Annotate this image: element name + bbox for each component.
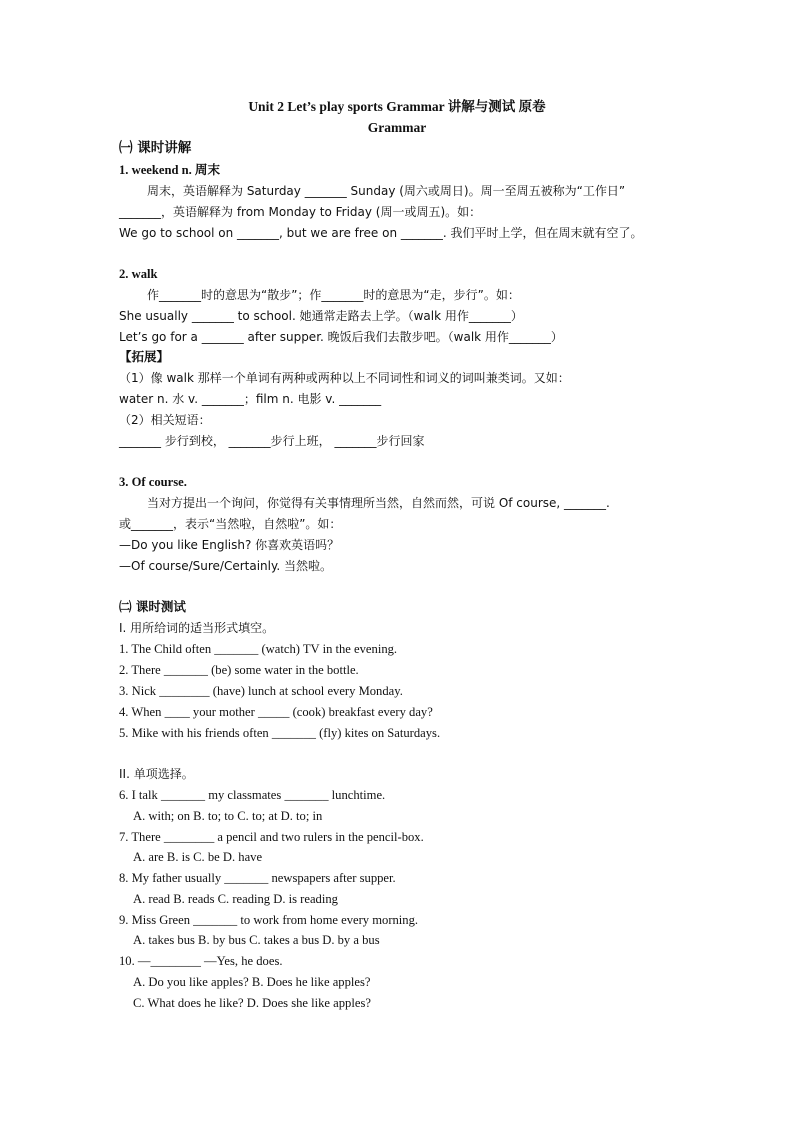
part2-title: II. 单项选择。 [119, 767, 194, 781]
question-9: 9. Miss Green _______ to work from home every morning. [119, 913, 419, 927]
question-6: 6. I talk _______ my classmates _______ lunchtime. [119, 788, 386, 802]
item2-heading: 2. walk [119, 267, 158, 281]
item3-line2: 或_______，表示“当然啦，自然啦”。如： [119, 517, 342, 531]
item3-line4: —Of course/Sure/Certainly. 当然啦。 [119, 559, 333, 573]
extension-line1: （1）像 walk 那样一个单词有两种或两种以上不同词性和词义的词叫兼类词。又如： [119, 371, 570, 385]
item1-line2: _______，英语解释为 from Monday to Friday (周一或周五)。如： [119, 205, 482, 219]
item3-line1: 当对方提出一个询问，你觉得有关事情理所当然，自然而然，可说 Of course, _______. [147, 496, 610, 510]
extension-line2: water n. 水 v. _______；film n. 电影 v. _______ [119, 392, 382, 406]
question-7: 7. There ________ a pencil and two rulers in the pencil-box. [119, 830, 424, 844]
question-3: 3. Nick ________ (have) lunch at school every Monday. [119, 684, 403, 698]
question-10-options-c-d: C. What does he like? D. Does she like apples? [133, 996, 371, 1010]
item2-line2: She usually _______ to school. 她通常走路去上学。（walk 用作_______） [119, 309, 523, 323]
question-1: 1. The Child often _______ (watch) TV in the evening. [119, 642, 398, 656]
section-heading-lesson: ㈠ 课时讲解 [119, 140, 192, 156]
item1-line1: 周末，英语解释为 Saturday _______ Sunday (周六或周日)。周一至周五被称为“工作日” [147, 184, 626, 198]
question-8: 8. My father usually _______ newspapers after supper. [119, 871, 396, 885]
question-9-options: A. takes bus B. by bus C. takes a bus D. by a bus [133, 933, 380, 947]
question-2: 2. There _______ (be) some water in the bottle. [119, 663, 359, 677]
item3-heading: 3. Of course. [119, 475, 187, 489]
question-10-options-a-b: A. Do you like apples? B. Does he like apples? [133, 975, 371, 989]
extension-line4: _______ 步行到校， _______步行上班， _______步行回家 [119, 434, 425, 448]
item1-line3: We go to school on _______, but we are free on _______. 我们平时上学，但在周末就有空了。 [119, 226, 643, 240]
question-4: 4. When ____ your mother _____ (cook) breakfast every day? [119, 705, 433, 719]
extension-line3: （2）相关短语： [119, 413, 211, 427]
item3-line3: —Do you like English? 你喜欢英语吗？ [119, 538, 340, 552]
extension-heading: 【拓展】 [119, 349, 170, 364]
question-5: 5. Mike with his friends often _______ (fly) kites on Saturdays. [119, 726, 441, 740]
section-heading-test: ㈡ 课时测试 [119, 599, 186, 614]
question-7-options: A. are B. is C. be D. have [133, 850, 263, 864]
question-6-options: A. with; on B. to; to C. to; at D. to; in [133, 809, 323, 823]
page-subtitle: Grammar [367, 120, 427, 135]
item2-line1: 作_______时的意思为“散步”；作_______时的意思为“走，步行”。如： [147, 288, 520, 302]
item1-heading: 1. weekend n. 周末 [119, 163, 221, 177]
part1-title: I. 用所给词的适当形式填空。 [119, 621, 275, 635]
question-10: 10. —________ —Yes, he does. [119, 954, 283, 968]
page-title: Unit 2 Let’s play sports Grammar 讲解与测试 原卷 [248, 99, 546, 114]
question-8-options: A. read B. reads C. reading D. is reading [133, 892, 338, 906]
item2-line3: Let’s go for a _______ after supper. 晚饭后我们去散步吧。（walk 用作_______） [119, 330, 563, 344]
